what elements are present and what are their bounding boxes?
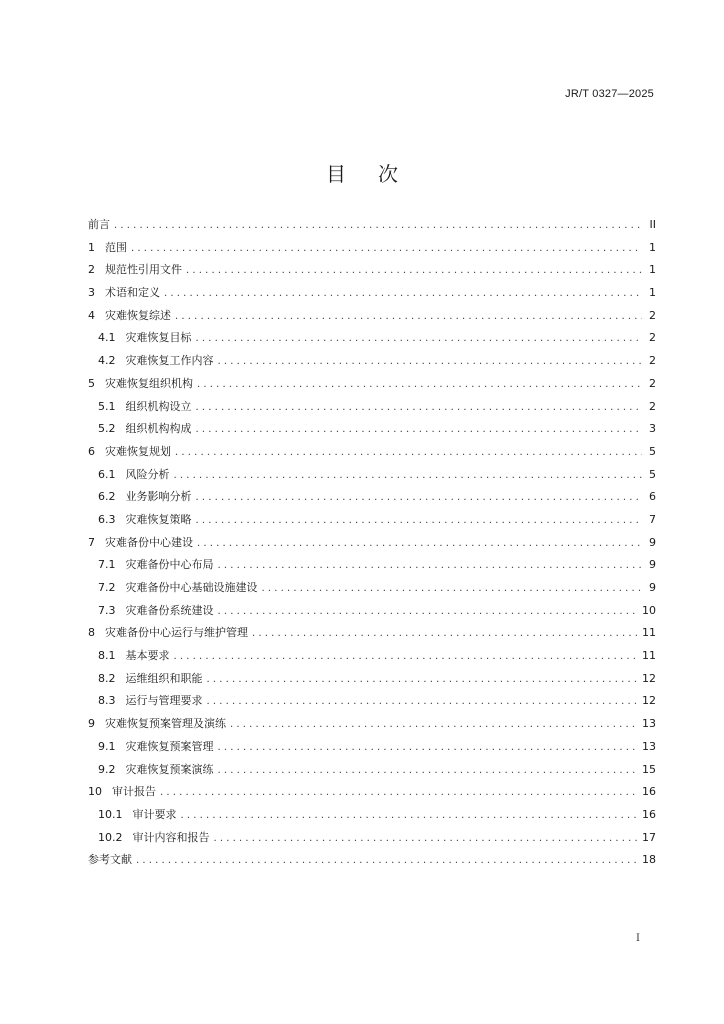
toc-entry-label <box>88 534 193 550</box>
toc-entry-page: 5 <box>649 467 656 481</box>
toc-entry-title: 灾难恢复规划 <box>105 444 171 458</box>
toc-entry-title: 灾难备份系统建设 <box>125 603 214 617</box>
toc-entry-page: 5 <box>649 444 656 458</box>
toc-entry-title: 组织机构构成 <box>125 422 192 436</box>
toc-leader-dots <box>230 719 638 730</box>
toc-entry-page: 10 <box>642 603 656 617</box>
toc-entry[interactable] <box>88 307 656 330</box>
toc-entry-number: 7 <box>88 535 95 549</box>
toc-entry-page: 2 <box>649 354 656 368</box>
toc-entry-label <box>98 738 214 754</box>
document-code: JR/T 0327—2025 <box>565 88 654 100</box>
toc-entry-title: 审计报告 <box>112 785 156 799</box>
toc-leader-dots <box>218 356 643 367</box>
toc-entry-number: 1 <box>88 240 95 254</box>
toc-entry-label <box>98 602 214 618</box>
toc-entry-number: 8.3 <box>98 694 116 708</box>
toc-entry-title: 灾难备份中心运行与维护管理 <box>105 626 248 640</box>
toc-entry-title: 基本要求 <box>125 649 170 663</box>
toc-leader-dots <box>196 402 643 413</box>
toc-entry-number: 6.1 <box>98 467 116 481</box>
toc-entry-number: 6.2 <box>98 490 116 504</box>
toc-entry[interactable] <box>88 466 656 489</box>
toc-entry[interactable] <box>88 284 656 307</box>
toc-entry-title: 参考文献 <box>88 853 132 867</box>
toc-entry-title: 前言 <box>88 218 110 231</box>
toc-entry-title: 组织机构设立 <box>125 399 192 413</box>
toc-entry[interactable] <box>88 783 656 806</box>
toc-entry-page: 1 <box>649 286 656 300</box>
toc-entry-title: 灾难恢复预案管理 <box>125 739 214 753</box>
toc-entry-number: 8 <box>88 626 95 640</box>
toc-entry-title: 灾难恢复预案管理及演练 <box>105 717 226 731</box>
toc-entry[interactable] <box>88 420 656 443</box>
toc-entry-label <box>88 261 182 277</box>
table-of-contents <box>88 216 656 874</box>
toc-leader-dots <box>218 606 639 617</box>
toc-entry[interactable] <box>88 534 656 557</box>
toc-entry-page: 9 <box>649 558 656 572</box>
toc-entry-label <box>98 829 210 845</box>
toc-entry-number: 7.1 <box>98 558 116 572</box>
toc-entry-number: 4.2 <box>98 354 116 368</box>
toc-entry-page: 12 <box>642 671 656 685</box>
toc-entry-label <box>98 329 192 345</box>
toc-entry-title: 灾难恢复策略 <box>125 512 192 526</box>
toc-leader-dots <box>218 742 639 753</box>
toc-entry-page: 2 <box>649 399 656 413</box>
toc-entry[interactable] <box>88 398 656 421</box>
toc-entry-title: 运维组织和职能 <box>125 671 203 685</box>
toc-entry-number: 9.2 <box>98 762 116 776</box>
toc-entry-number: 5 <box>88 376 95 390</box>
toc-entry-page: II <box>649 218 656 231</box>
toc-leader-dots <box>175 311 642 322</box>
toc-entry-page: 11 <box>642 649 656 663</box>
toc-entry[interactable] <box>88 488 656 511</box>
toc-entry[interactable] <box>88 647 656 670</box>
toc-entry-page: 13 <box>642 717 656 731</box>
toc-entry[interactable] <box>88 851 656 874</box>
toc-entry-page: 7 <box>649 512 656 526</box>
toc-entry-label <box>98 556 214 572</box>
toc-leader-dots <box>131 243 642 254</box>
toc-leader-dots <box>196 424 643 435</box>
toc-entry-label <box>88 851 132 867</box>
toc-entry-page: 2 <box>649 308 656 322</box>
toc-entry-number: 9 <box>88 717 95 731</box>
toc-entry-title: 运行与管理要求 <box>125 694 203 708</box>
toc-leader-dots <box>181 810 639 821</box>
toc-leader-dots <box>197 538 642 549</box>
toc-entry-label <box>98 761 214 777</box>
toc-entry-title: 灾难恢复组织机构 <box>105 376 193 390</box>
toc-entry-number: 5.1 <box>98 399 116 413</box>
toc-entry-label <box>88 624 248 640</box>
toc-entry-number: 10.2 <box>98 830 123 844</box>
toc-entry-label <box>98 420 192 436</box>
toc-entry-page: 15 <box>642 762 656 776</box>
toc-entry-title: 灾难恢复预案演练 <box>125 762 214 776</box>
toc-leader-dots <box>174 651 639 662</box>
toc-entry-label <box>88 783 156 799</box>
toc-entry-title: 灾难恢复目标 <box>125 331 192 345</box>
toc-entry[interactable] <box>88 329 656 352</box>
toc-leader-dots <box>196 515 643 526</box>
toc-entry-label <box>98 579 258 595</box>
toc-entry-page: 17 <box>642 830 656 844</box>
toc-entry-page: 2 <box>649 376 656 390</box>
toc-entry-title: 范围 <box>105 240 127 254</box>
toc-entry-page: 18 <box>642 853 656 867</box>
toc-entry-label <box>98 647 170 663</box>
page-title: 目次 <box>326 162 430 186</box>
toc-entry-title: 审计内容和报告 <box>132 830 210 844</box>
toc-entry-title: 规范性引用文件 <box>105 263 182 277</box>
toc-entry-label <box>98 806 177 822</box>
toc-entry[interactable] <box>88 692 656 715</box>
toc-entry-page: 11 <box>642 626 656 640</box>
toc-entry-number: 5.2 <box>98 422 116 436</box>
toc-entry-page: 13 <box>642 739 656 753</box>
toc-entry-label <box>98 692 203 708</box>
toc-entry-number: 8.1 <box>98 649 116 663</box>
toc-entry-label <box>88 216 110 232</box>
toc-leader-dots <box>262 583 643 594</box>
toc-entry-title: 灾难备份中心基础设施建设 <box>125 581 258 594</box>
toc-entry-page: 3 <box>649 422 656 436</box>
toc-entry-title: 灾难恢复综述 <box>105 308 171 322</box>
toc-leader-dots <box>160 787 638 798</box>
toc-entry-title: 审计要求 <box>132 807 177 821</box>
toc-entry-label <box>98 511 192 527</box>
toc-entry[interactable] <box>88 738 656 761</box>
toc-entry[interactable] <box>88 216 656 239</box>
toc-entry-page: 16 <box>642 807 656 821</box>
toc-entry-page: 9 <box>649 581 656 594</box>
toc-entry-title: 灾难备份中心布局 <box>125 558 214 572</box>
footer-page-number: I <box>636 933 640 944</box>
toc-entry-page: 16 <box>642 785 656 799</box>
toc-leader-dots <box>186 265 642 276</box>
toc-entry[interactable] <box>88 443 656 466</box>
toc-entry-label <box>88 715 226 731</box>
toc-entry-label <box>98 670 203 686</box>
toc-entry-label <box>88 375 193 391</box>
toc-entry[interactable] <box>88 829 656 852</box>
toc-entry-label <box>88 443 171 459</box>
toc-entry-label <box>98 352 214 368</box>
toc-entry[interactable] <box>88 806 656 829</box>
toc-entry-title: 灾难恢复工作内容 <box>125 354 214 368</box>
toc-entry-number: 4.1 <box>98 331 116 345</box>
toc-entry-page: 1 <box>649 263 656 277</box>
toc-leader-dots <box>174 470 643 481</box>
toc-leader-dots <box>197 379 642 390</box>
toc-entry-number: 6 <box>88 444 95 458</box>
toc-entry-label <box>98 398 192 414</box>
toc-entry-label <box>88 284 160 300</box>
toc-entry[interactable] <box>88 556 656 579</box>
toc-entry-number: 10 <box>88 785 102 799</box>
toc-leader-dots <box>136 855 638 866</box>
toc-entry-page: 1 <box>649 240 656 254</box>
toc-entry-number: 2 <box>88 263 95 277</box>
toc-entry[interactable] <box>88 579 656 602</box>
toc-entry-page: 9 <box>649 535 656 549</box>
toc-entry-page: 12 <box>642 694 656 708</box>
toc-leader-dots <box>218 560 643 571</box>
toc-entry-title: 灾难备份中心建设 <box>105 535 193 549</box>
toc-entry[interactable] <box>88 375 656 398</box>
toc-leader-dots <box>207 674 639 685</box>
toc-entry-number: 9.1 <box>98 739 116 753</box>
toc-entry-number: 7.2 <box>98 581 116 594</box>
toc-leader-dots <box>114 220 642 231</box>
toc-entry-label <box>88 307 171 323</box>
toc-entry[interactable] <box>88 670 656 693</box>
toc-entry-number: 8.2 <box>98 671 116 685</box>
toc-leader-dots <box>252 628 638 639</box>
toc-entry[interactable] <box>88 352 656 375</box>
toc-entry-label <box>98 466 170 482</box>
toc-entry[interactable] <box>88 239 656 262</box>
toc-entry[interactable] <box>88 761 656 784</box>
toc-entry[interactable] <box>88 715 656 738</box>
toc-entry-label <box>88 239 127 255</box>
toc-entry-label <box>98 488 192 504</box>
toc-entry-title: 术语和定义 <box>105 286 160 300</box>
toc-entry-number: 4 <box>88 308 95 322</box>
toc-leader-dots <box>214 833 639 844</box>
toc-entry-page: 6 <box>649 490 656 504</box>
toc-entry-page: 2 <box>649 331 656 345</box>
toc-leader-dots <box>207 696 639 707</box>
toc-entry-number: 6.3 <box>98 512 116 526</box>
toc-entry-number: 3 <box>88 286 95 300</box>
toc-entry[interactable] <box>88 261 656 284</box>
toc-entry-number: 10.1 <box>98 807 123 821</box>
toc-entry-title: 业务影响分析 <box>125 490 192 504</box>
toc-leader-dots <box>196 492 643 503</box>
toc-leader-dots <box>196 333 643 344</box>
toc-leader-dots <box>164 288 642 299</box>
toc-entry-title: 风险分析 <box>125 467 170 481</box>
toc-leader-dots <box>218 765 639 776</box>
toc-leader-dots <box>175 447 642 458</box>
toc-entry[interactable] <box>88 624 656 647</box>
toc-entry-number: 7.3 <box>98 603 116 617</box>
toc-entry[interactable] <box>88 511 656 534</box>
toc-entry[interactable] <box>88 602 656 625</box>
